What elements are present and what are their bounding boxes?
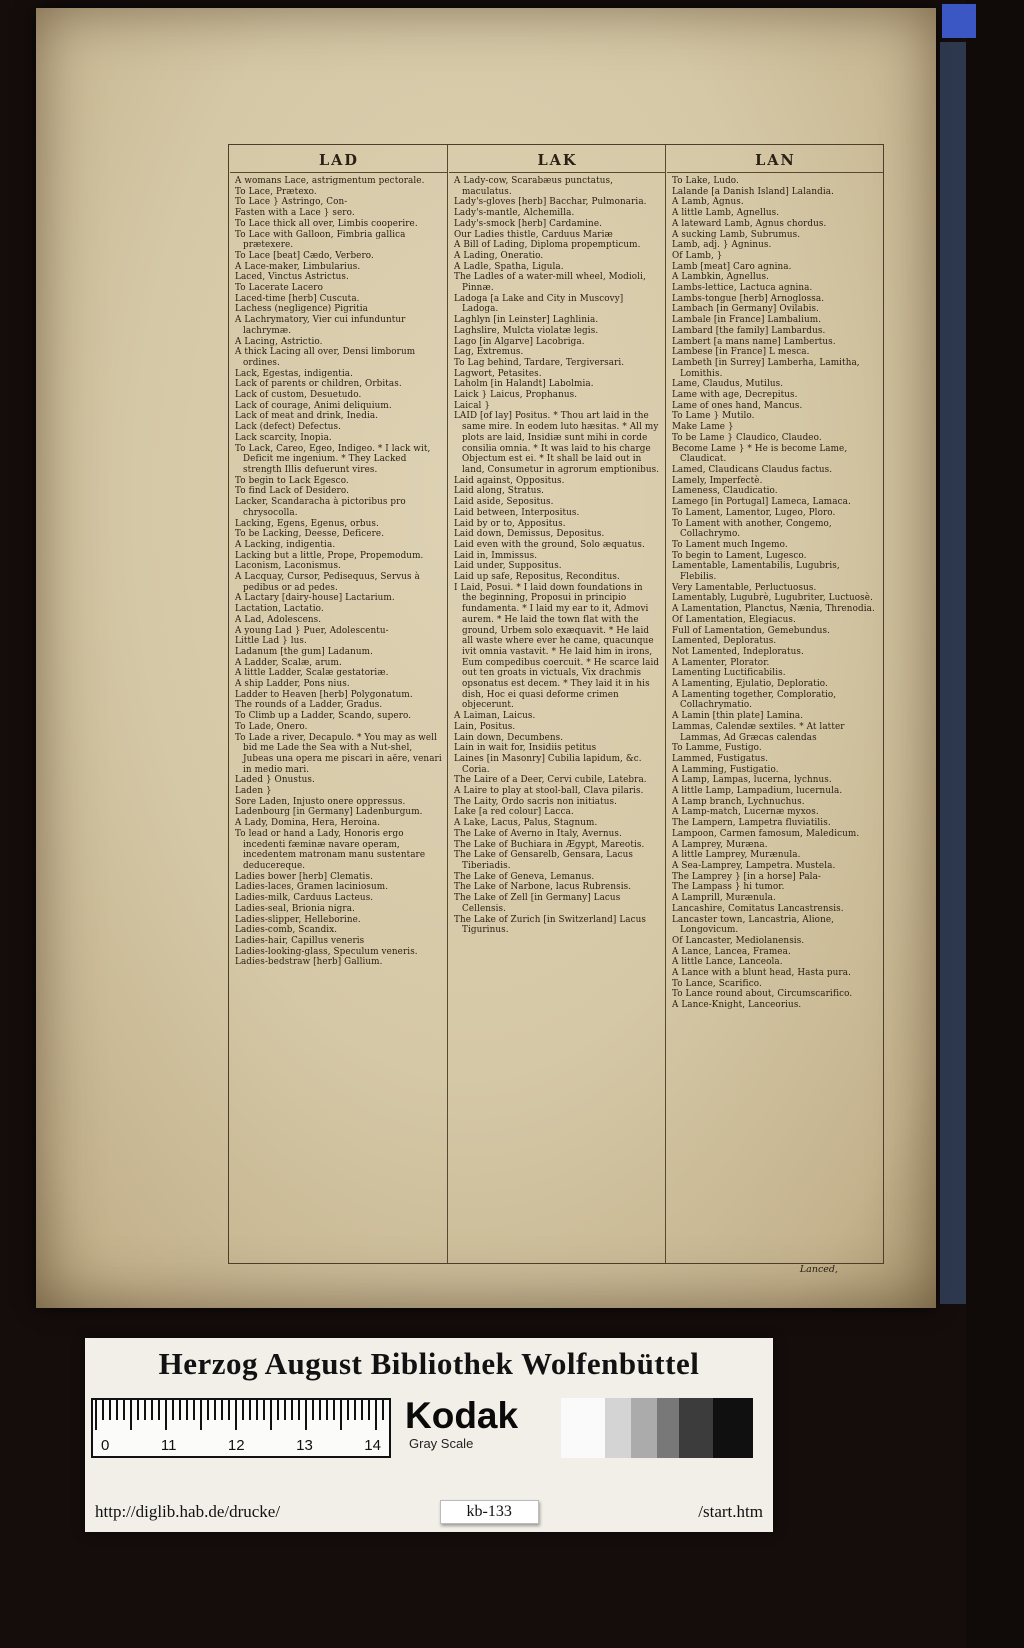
dictionary-entry: To lead or hand a Lady, Honoris ergo incedenti fæminæ navare operam, incedentem matronam manu sustentare deducereque. [235, 828, 426, 871]
dictionary-entry: Lamentable, Lamentabilis, Lugubris, Flebilis. [671, 561, 840, 583]
dictionary-entry: Lacking but a little, Prope, Propemodum. [235, 550, 424, 561]
dictionary-entry: The Lampass } hi tumor. [671, 882, 785, 893]
dictionary-entry: Sore Laden, Injusto onere oppressus. [235, 796, 406, 807]
dictionary-entry: Our Ladies thistle, Carduus Mariæ [453, 229, 613, 240]
dictionary-entry: To Lake, Ludo. [671, 176, 739, 186]
column-header: LAK [449, 147, 665, 173]
column-lak [447, 145, 665, 1263]
dictionary-entry: Lady's-smock [herb] Cardamine. [453, 218, 603, 229]
dictionary-entry: Lacker, Scandaracha à pictoribus pro chrysocolla. [235, 497, 406, 518]
dictionary-entry: The Laity, Ordo sacris non initiatus. [453, 796, 618, 807]
dictionary-entry: To Lack, Careo, Egeo, Indigeo. * I lack wit, Deficit me ingenium. * They Lacked strength Illis defuerunt vires. [235, 443, 431, 475]
column-entries [454, 176, 660, 936]
dictionary-entry: Of Lamentation, Elegiacus. [671, 614, 796, 625]
dictionary-entry: Lancaster town, Lancastria, Alione, Longovicum. [671, 914, 835, 936]
dictionary-entry: To Lace with Galloon, Fimbria gallica prætexere. [235, 229, 406, 251]
dictionary-entry: Ladenbourg [in Germany] Ladenburgum. [235, 807, 423, 818]
dictionary-entry: The Lake of Buchiara in Ægypt, Mareotis. [453, 839, 645, 850]
dictionary-entry: Laced-time [herb] Cuscuta. [235, 293, 360, 304]
dictionary-entry: Lack (defect) Defectus. [235, 422, 342, 433]
dictionary-entry: Lame with age, Decrepitus. [671, 390, 798, 401]
dictionary-entry: Lady's-mantle, Alchemilla. [453, 208, 575, 219]
dictionary-entry: To Climb up a Ladder, Scando, supero. [235, 711, 412, 722]
dictionary-entry: Ladoga [a Lake and City in Muscovy] Ladoga. [453, 293, 624, 315]
dictionary-entry: Lambs-tongue [herb] Arnoglossa. [671, 293, 825, 304]
column-lan [665, 145, 883, 1263]
dictionary-entry: Lambese [in France] L mesca. [671, 347, 810, 358]
dictionary-entry: Laid between, Interpositus. [453, 507, 580, 518]
library-footer [85, 1338, 773, 1532]
dictionary-entry: Laced, Vinctus Astrictus. [235, 272, 349, 283]
dictionary-entry: A Ladder, Scalæ, arum. [235, 657, 342, 668]
dictionary-entry: Lambale [in France] Lambalium. [671, 315, 822, 326]
dictionary-entry: A Lading, Oneratio. [453, 250, 544, 261]
dictionary-entry: A ship Ladder, Pons nius. [235, 679, 350, 690]
dictionary-entry: Lagwort, Petasites. [453, 368, 542, 379]
dictionary-entry: Lambert [a mans name] Lambertus. [671, 336, 836, 347]
dictionary-entry: Lamb, adj. } Agninus. [671, 240, 772, 251]
dictionary-entry: Laconism, Laconismus. [235, 561, 341, 572]
dictionary-entry: To Lament much Ingemo. [671, 539, 788, 550]
dictionary-entry: A Lamp-match, Lucernæ myxos. [671, 807, 819, 818]
dictionary-entry: Ladies-laces, Gramen laciniosum. [235, 882, 389, 893]
dictionary-entry: A Lamp, Lampas, lucerna, lychnus. [671, 775, 832, 786]
dictionary-entry: A Lacquay, Cursor, Pedisequus, Servus à pedibus or ad pedes. [235, 572, 420, 593]
dictionary-entry: A Laiman, Laicus. [453, 711, 536, 722]
footer-links [95, 1498, 763, 1526]
grayscale-patch [561, 1398, 605, 1458]
grayscale-label: Gray Scale [409, 1436, 474, 1451]
dictionary-entry: To Lace, Prætexo. [235, 186, 317, 197]
dictionary-entry: Laid by or to, Appositus. [453, 518, 566, 529]
dictionary-entry: A lateward Lamb, Agnus chordus. [671, 218, 827, 229]
dictionary-entry: A little Lance, Lanceola. [671, 957, 783, 968]
dictionary-entry: Laick } Laicus, Prophanus. [453, 390, 578, 401]
dictionary-entry: LAID [of lay] Positus. * Thou art laid in the same mire. In eodem luto hæsitas. * All my plots are laid, Insidiæ sunt mihi in corde consilia omnia. * It was laid to his charge Objectum est ei. * It shall be laid out in land, Consumetur in agrorum emptionibus. [453, 411, 660, 475]
dictionary-entry: A young Lad } Puer, Adolescentu- [235, 625, 389, 636]
dictionary-entry: Ladies-hair, Capillus veneris [235, 935, 365, 946]
kodak-logo: Kodak [405, 1395, 519, 1436]
dictionary-entry: To Lace } Astringo, Con- [235, 197, 348, 208]
dictionary-entry: Ladanum [the gum] Ladanum. [235, 646, 373, 657]
dictionary-entry: A Lamprey, Muræna. [671, 839, 768, 850]
dictionary-entry: Lameness, Claudicatio. [671, 486, 778, 497]
dictionary-entry: Ladies-comb, Scandix. [235, 925, 338, 936]
dictionary-entry: Lammed, Fustigatus. [671, 753, 769, 764]
dictionary-entry: Lamented, Deploratus. [671, 636, 777, 647]
dictionary-entry: Laines [in Masonry] Cubilia lapidum, &c. Coria. [453, 753, 642, 775]
shelfmark-badge: kb-133 [440, 1500, 539, 1524]
dictionary-entry: Lack of parents or children, Orbitas. [235, 379, 402, 390]
dictionary-entry: To be Lacking, Deesse, Deficere. [235, 529, 385, 540]
dictionary-entry: To Lace [beat] Cædo, Verbero. [235, 250, 374, 261]
column-header: LAN [667, 147, 883, 173]
dictionary-entry: A Sea-Lamprey, Lampetra. Mustela. [671, 861, 836, 871]
dictionary-entry: A Lamentation, Planctus, Nænia, Threnodia. [671, 604, 875, 615]
dictionary-entry: A Lacking, indigentia. [235, 539, 336, 550]
dictionary-entry: A Lamenter, Plorator. [671, 657, 770, 668]
dictionary-entry: A womans Lace, astrigmentum pectorale. [235, 176, 425, 186]
dictionary-entry: To find Lack of Desidero. [235, 486, 349, 497]
dictionary-entry: The Lake of Narbone, lacus Rubrensis. [453, 882, 632, 893]
kodak-block [391, 1396, 561, 1462]
dictionary-entry: Lamenting Luctificabilis. [671, 668, 786, 679]
dictionary-entry: To Lamme, Fustigo. [671, 743, 762, 754]
dictionary-entry: To Lade, Onero. [235, 721, 308, 732]
dictionary-entry: To Lance round about, Circumscarifico. [671, 989, 853, 1000]
dictionary-entry: A Lactary [dairy-house] Lactarium. [235, 593, 395, 604]
dictionary-entry: A Lance with a blunt head, Hasta pura. [671, 968, 851, 979]
dictionary-entry: Laid up safe, Repositus, Reconditus. [453, 572, 620, 583]
grayscale-patch [713, 1398, 753, 1458]
dictionary-entry: Fasten with a Lace } sero. [235, 208, 355, 219]
dictionary-entry: A Lamenting together, Comploratio, Collachrymatio. [671, 689, 837, 711]
dictionary-entry: Ladies-milk, Carduus Lacteus. [235, 893, 374, 904]
dictionary-entry: The rounds of a Ladder, Gradus. [235, 700, 383, 711]
dictionary-entry: Lain, Positus. [453, 721, 516, 732]
grayscale-patch [657, 1398, 679, 1458]
dictionary-entry: I Laid, Posui. * I laid down foundations in the beginning, Proposui in principio fundamenta. * I laid my ear to it, Admovi aurem. * He laid the town flat with the ground, Urbem solo exæquavit. * He laid all waste where ever he came, quacunque ivit omnia vastavit. * He laid him in irons, Eum compedibus coercuit. * He scarce laid out ten groats in victuals, Vix drachmis opsonatus est decem. * They laid it in his dish, Hoc ei quasi deforme crimen objecerunt. [453, 582, 660, 711]
book-edge-strip [940, 42, 966, 1304]
dictionary-entry: Laded } Onustus. [235, 775, 315, 786]
dictionary-entry: To Lag behind, Tardare, Tergiversari. [453, 357, 625, 368]
dictionary-entry: Laghlyn [in Leinster] Laghlinia. [453, 315, 599, 326]
dictionary-entry: A Lance-Knight, Lanceorius. [671, 1000, 802, 1011]
column-entries [672, 176, 878, 1011]
dictionary-entry: Laid aside, Sepositus. [453, 497, 554, 508]
dictionary-entry: A Lad, Adolescens. [235, 614, 322, 625]
dictionary-entry: A Lamming, Fustigatio. [671, 764, 779, 775]
grayscale-patch [605, 1398, 631, 1458]
dictionary-entry: Laid against, Oppositus. [453, 475, 565, 486]
dictionary-entry: Lack scarcity, Inopia. [235, 432, 332, 443]
dictionary-entry: A Lamenting, Ejulatio, Deploratio. [671, 679, 828, 690]
dictionary-entry: Lame of ones hand, Mancus. [671, 400, 803, 411]
dictionary-entry: Lady's-gloves [herb] Bacchar, Pulmonaria. [453, 197, 647, 208]
dictionary-entry: A Lamin [thin plate] Lamina. [671, 711, 804, 722]
dictionary-entry: To Lament with another, Congemo, Collachrymo. [671, 518, 832, 540]
dictionary-entry: Lalande [a Danish Island] Lalandia. [671, 186, 835, 197]
dictionary-entry: The Lamprey } [in a horse] Pala- [671, 871, 821, 882]
dictionary-entry: Lag, Extremus. [453, 347, 524, 358]
dictionary-entry: Become Lame } * He is become Lame, Claudicat. [671, 443, 848, 465]
dictionary-entry: A sucking Lamb, Subrumus. [671, 229, 801, 240]
drucke-link[interactable]: http://diglib.hab.de/drucke/ [95, 1502, 281, 1521]
dictionary-entry: Ladies-seal, Brionia nigra. [235, 903, 355, 914]
dictionary-entry: Full of Lamentation, Gemebundus. [671, 625, 831, 636]
column-entries [235, 176, 442, 968]
ruler-number: 13 [296, 1437, 313, 1454]
dictionary-entry: Lamentably, Lugubrè, Lugubriter, Luctuosè. [671, 593, 873, 604]
dictionary-entry: Lachess (negligence) Pigritia [235, 304, 369, 315]
dictionary-entry: Lain in wait for, Insidiis petitus [453, 743, 597, 754]
library-title: Herzog August Bibliothek Wolfenbüttel [158, 1346, 700, 1381]
column-lad [229, 145, 447, 1263]
ruler-major-ticks [95, 1400, 387, 1430]
dictionary-entry: Lamed, Claudicans Claudus factus. [671, 464, 833, 475]
dictionary-entry: A little Lamb, Agnellus. [671, 208, 780, 219]
ruler-number: 14 [364, 1437, 381, 1454]
dictionary-entry: Lancashire, Comitatus Lancastrensis. [671, 903, 844, 914]
dictionary-entry: A Lamprill, Murænula. [671, 893, 776, 904]
dictionary-entry: A Lake, Lacus, Palus, Stagnum. [453, 818, 598, 829]
scanned-page [36, 8, 936, 1308]
dictionary-entry: The Lake of Zurich [in Switzerland] Lacus Tigurinus. [453, 914, 647, 936]
dictionary-entry: A Lachrymatory, Vier cui infunduntur lachrymæ. [235, 315, 406, 336]
dictionary-entry: A little Lamp, Lampadium, lucernula. [671, 786, 843, 797]
dictionary-entry: A Lambkin, Agnellus. [671, 272, 770, 283]
dictionary-entry: Lake [a red colour] Lacca. [453, 807, 574, 818]
dictionary-entry: To begin to Lack Egesco. [235, 475, 349, 486]
dictionary-entry: To Lament, Lamentor, Lugeo, Ploro. [671, 507, 836, 518]
dictionary-entry: Lambach [in Germany] Ovilabis. [671, 304, 820, 315]
dictionary-entry: Lack of courage, Animi deliquium. [235, 400, 392, 411]
dictionary-entry: Lamb [meat] Caro agnina. [671, 261, 792, 272]
dictionary-entry: Ladies-bedstraw [herb] Gallium. [235, 957, 383, 968]
dictionary-entry: Laholm [in Halandt] Labolmia. [453, 379, 594, 390]
dictionary-entry: Little Lad } lus. [235, 636, 307, 647]
dictionary-entry: Lack, Egestas, indigentia. [235, 368, 354, 379]
dictionary-entry: Lambs-lettice, Lactuca agnina. [671, 283, 813, 294]
dictionary-entry: Lain down, Decumbens. [453, 732, 564, 743]
dictionary-entry: To Lace thick all over, Limbis cooperire. [235, 218, 418, 229]
dictionary-entry: Laid along, Stratus. [453, 486, 545, 497]
dictionary-entry: Ladies-looking-glass, Speculum veneris. [235, 946, 418, 957]
dictionary-entry: The Lake of Gensarelb, Gensara, Lacus Tiberiadis. [453, 850, 633, 871]
blue-marker [942, 4, 976, 38]
dictionary-entry: The Laire of a Deer, Cervi cubile, Latebra. [453, 775, 647, 786]
dictionary-entry: Ladder to Heaven [herb] Polygonatum. [235, 689, 413, 700]
dictionary-entry: To begin to Lament, Lugesco. [671, 550, 807, 561]
dictionary-entry: A Lace-maker, Limbularius. [235, 261, 361, 272]
dictionary-entry: Of Lamb, } [671, 250, 723, 261]
dictionary-entry: A Lady, Domina, Hera, Heroina. [235, 818, 381, 829]
dictionary-entry: The Ladles of a water-mill wheel, Modioli, Pinnæ. [453, 272, 646, 294]
dictionary-entry: To Lade a river, Decapulo. * You may as well bid me Lade the Sea with a Nut-shel, Jubeas una opera me piscari in aëre, venari in medio mari. [235, 732, 442, 775]
dictionary-entry: Laical } [453, 400, 491, 411]
grayscale-patch [679, 1398, 713, 1458]
dictionary-entry: The Lake of Zell [in Germany] Lacus Cellensis. [453, 893, 621, 914]
dictionary-entry: Laid down, Demissus, Depositus. [453, 529, 605, 540]
dictionary-entry: Lambeth [in Surrey] Lamberha, Lamitha, Lomithis. [671, 357, 860, 379]
dictionary-columns [229, 145, 883, 1263]
dictionary-entry: To be Lame } Claudico, Claudeo. [671, 432, 822, 443]
dictionary-entry: Ladies bower [herb] Clematis. [235, 871, 373, 882]
dictionary-entry: Make Lame } [671, 422, 734, 433]
dictionary-entry: A Lamp branch, Lychnuchus. [671, 796, 805, 807]
dictionary-entry: A Lamb, Agnus. [671, 197, 744, 208]
dictionary-entry: Lacking, Egens, Egenus, orbus. [235, 518, 379, 529]
dictionary-entry: A Laire to play at stool-ball, Clava pilaris. [453, 786, 644, 797]
dictionary-entry: A little Lamprey, Murænula. [671, 850, 801, 861]
dictionary-entry: A Lacing, Astrictio. [235, 336, 323, 347]
dictionary-entry: A Lance, Lancea, Framea. [671, 946, 791, 957]
dictionary-entry: Lambard [the family] Lambardus. [671, 325, 826, 336]
dictionary-entry: A Lady-cow, Scarabæus punctatus, maculatus. [453, 176, 613, 197]
dictionary-entry: Lame, Claudus, Mutilus. [671, 379, 784, 390]
dictionary-entry: Laghslire, Mulcta violatæ legis. [453, 325, 599, 336]
dictionary-entry: Lago [in Algarve] Lacobriga. [453, 336, 585, 347]
calibration-row [91, 1396, 767, 1462]
ruler-number: 0 [101, 1437, 110, 1454]
catchword: Lanced, [799, 1264, 838, 1275]
dictionary-entry: Laid under, Suppositus. [453, 561, 562, 572]
dictionary-entry: A thick Lacing all over, Densi limborum ordines. [235, 347, 416, 368]
dictionary-entry: Lack of meat and drink, Inedia. [235, 411, 379, 422]
dictionary-entry: The Lake of Averno in Italy, Avernus. [453, 828, 622, 839]
dictionary-entry: Lampoon, Carmen famosum, Maledicum. [671, 828, 860, 839]
dictionary-entry: Laid in, Immissus. [453, 550, 538, 561]
dictionary-entry: Lammas, Calendæ sextiles. * At latter Lammas, Ad Græcas calendas [671, 721, 845, 743]
dictionary-entry: Lamely, Imperfectè. [671, 475, 763, 486]
print-frame [228, 144, 884, 1264]
dictionary-entry: To Lance, Scarifico. [671, 978, 762, 989]
grayscale-patch [631, 1398, 657, 1458]
ruler-numbers [93, 1437, 389, 1454]
ruler-number: 11 [160, 1437, 177, 1454]
background-edge [966, 0, 1024, 1648]
dictionary-entry: Lack of custom, Desuetudo. [235, 390, 362, 401]
dictionary-entry: Laid even with the ground, Solo æquatus. [453, 539, 645, 550]
dictionary-entry: The Lake of Geneva, Lemanus. [453, 871, 595, 882]
dictionary-entry: The Lampern, Lampetra fluviatilis. [671, 818, 831, 829]
dictionary-entry: Of Lancaster, Mediolanensis. [671, 935, 805, 946]
dictionary-entry: A Ladle, Spatha, Ligula. [453, 261, 564, 272]
dictionary-entry: To Lame } Mutilo. [671, 411, 755, 422]
dictionary-entry: Laden } [235, 786, 272, 797]
dictionary-entry: Ladies-slipper, Helleborine. [235, 914, 361, 925]
dictionary-entry: Very Lamentable, Perluctuosus. [671, 582, 817, 593]
ruler-number: 12 [227, 1437, 245, 1454]
dictionary-entry: A Bill of Lading, Diploma propempticum. [453, 240, 641, 251]
dictionary-entry: Not Lamented, Indeploratus. [671, 646, 804, 657]
start-link[interactable]: /start.htm [698, 1502, 763, 1521]
dictionary-entry: Lactation, Lactatio. [235, 604, 324, 615]
dictionary-entry: A little Ladder, Scalæ gestatoriæ. [235, 668, 389, 679]
dictionary-entry: To Lacerate Lacero [235, 283, 324, 294]
grayscale-patches [561, 1398, 767, 1458]
dictionary-entry: Lamego [in Portugal] Lameca, Lamaca. [671, 497, 851, 508]
column-header: LAD [230, 147, 447, 173]
cm-ruler [91, 1398, 391, 1458]
